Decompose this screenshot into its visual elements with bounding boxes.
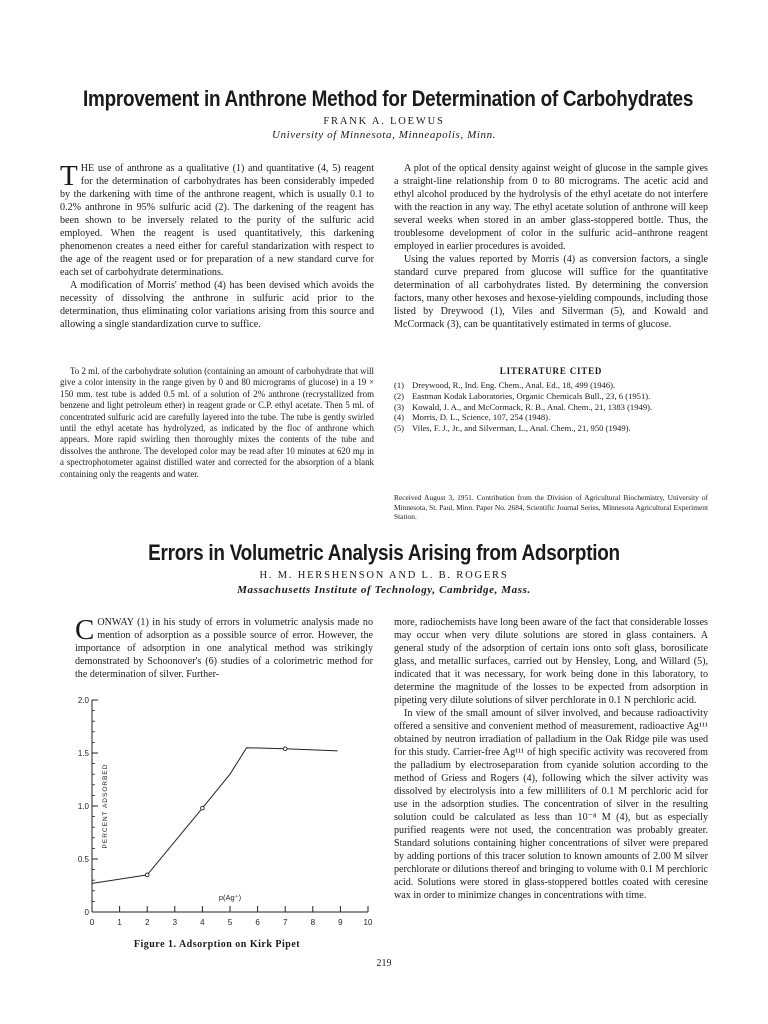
data-point-marker (201, 806, 205, 810)
y-tick-label: 0 (84, 908, 89, 917)
article1-title: Improvement in Anthrone Method for Determination of Carbohydrates (83, 86, 694, 111)
reference-text: Eastman Kodak Laboratories, Organic Chemicals Bull., 23, 6 (1951). (412, 390, 651, 401)
article1-paragraph-2: A modification of Morris' method (4) has been devised which avoids the necessity of dissolving the anthrone in sulfuric acid prior to the determination, thus eliminating color variations arising from this source and allowing a single standardization curve to suffice. (60, 280, 374, 330)
x-tick-label: 6 (255, 918, 260, 927)
x-axis-label: p(Ag⁺) (218, 893, 242, 902)
adsorption-chart (62, 688, 384, 940)
data-point-marker (145, 873, 149, 877)
y-tick-label: 1.0 (77, 802, 89, 811)
article1-affiliation: University of Minnesota, Minneapolis, Minn. (271, 129, 497, 141)
y-tick-label: 0.5 (77, 855, 89, 864)
y-tick-label: 1.5 (77, 749, 89, 758)
x-tick-label: 0 (89, 918, 95, 927)
literature-cited-heading: LITERATURE CITED (499, 366, 603, 376)
figure-caption: Figure 1. Adsorption on Kirk Pipet (133, 939, 301, 950)
x-tick-label: 7 (282, 918, 288, 927)
article2-intro (75, 616, 373, 681)
reference-item (394, 402, 708, 413)
x-tick-label: 4 (200, 918, 205, 927)
received-note: Received August 3, 1951. Contribution from the Division of Agricultural Biochemistry, University of Minnesota, St. Paul, Minn. Paper No. 2684, Scientific Journal Series, Minnesota Agricultural Experiment Station. (394, 493, 708, 522)
y-axis-label: PERCENT ADSORBED (102, 763, 109, 849)
article1-paragraph-1: HE use of anthrone as a qualitative (1) and quantitative (4, 5) reagent for the determination of carbohydrates has been considerably impeded by the darkening with time of the anthrone reagent, which is usually 0.1 to 0.2% anthrone in 95% sulfuric acid (2). The darkening of the reagent has been shown to be inversely related to the purity of the sulfuric acid employed. When the reagent is used quantitatively, this darkening phenomenon creates a need either for careful standarization with respect to the age of the reagent used or for preparation of a new standard curve for each set of carbohydrate determinations. (60, 163, 374, 278)
reference-number: (2) (394, 390, 405, 401)
x-tick-label: 5 (227, 918, 233, 927)
series-line (92, 748, 338, 884)
reference-text: Dreywood, R., Ind. Eng. Chem., Anal. Ed., 18, 499 (1946). (412, 380, 616, 390)
x-tick-label: 1 (117, 918, 122, 927)
reference-item (394, 423, 708, 434)
x-tick-label: 2 (144, 918, 150, 927)
article1-col1-intro (60, 162, 374, 331)
y-tick-label: 2.0 (77, 696, 89, 705)
reference-text: Kowald, J. A., and McCormack, R. B., Anal. Chem., 21, 1383 (1949). (412, 401, 653, 412)
reference-list (394, 380, 708, 434)
article2-affiliation: Massachusetts Institute of Technology, Cambridge, Mass. (237, 584, 531, 596)
reference-number: (3) (394, 401, 405, 412)
article1-col2 (394, 162, 708, 331)
article2-paragraph-1: more, radiochemists have long been aware of the fact that considerable losses may occur when very dilute solutions are stored in glass containers. A general study of the adsorption of certain ions onto soft glass, borosilicate glass, and metallic surfaces, carried out by Hensley, Long, and Willard (5), indicated that it was necessary, for work being done in this laboratory, to determine the magnitude of the losses to be expected from adsorption in pipeting very dilute solutions of silver perchlorate in 0.1 N perchloric acid. (394, 617, 708, 706)
reference-number: (4) (394, 412, 405, 423)
reference-number: (1) (394, 380, 405, 390)
reference-item (394, 391, 708, 402)
reference-text: Morris, D. L., Science, 107, 254 (1948). (412, 412, 551, 423)
reference-item (394, 412, 708, 423)
article1-procedure (60, 366, 374, 480)
reference-text: Viles, F. J., Jr., and Silverman, L., Anal. Chem., 21, 950 (1949). (412, 423, 631, 434)
reference-item (394, 380, 708, 391)
article2-title: Errors in Volumetric Analysis Arising from Adsorption (148, 540, 620, 565)
article2-authors: H. M. HERSHENSON AND L. B. ROGERS (259, 570, 509, 581)
x-tick-label: 3 (172, 918, 178, 927)
article1-author: FRANK A. LOEWUS (323, 116, 445, 127)
article2-paragraph-2: In view of the small amount of silver involved, and because radioactivity offered a sensitive and convenient method of measurement, radioactive Ag¹¹¹ obtained by neutron irradiation of palladium in the Oak Ridge pile was used for this study. Carrier-free Ag¹¹¹ of high specific activity was recovered from the palladium by electroseparation from cyanide solution according to the method of Griess and Rogers (4), following which the silver activity was dissolved by electrolysis into a few milliliters of 0.1 M perchloric acid for use in the adsorption studies. The concentration of silver in the resulting solution could be calculated as less than 10⁻⁸ M (4), but as especially purified reagents were not used, the concentration was probably greater. Standard solutions containing higher concentrations of silver were prepared by adding portions of this tracer solution to known amounts of 2.00 M silver perchlorate or dilutions thereof and bringing to volume with 0.1 M perchloric acid. Solutions were stored in glass-stoppered bottles coated with ceresine wax in order to minimize changes in concentrations with time. (394, 708, 708, 901)
dropcap-t: T (60, 160, 78, 192)
article2-col2 (394, 616, 708, 902)
x-tick-label: 9 (338, 918, 343, 927)
article1-paragraph-3: A plot of the optical density against weight of glucose in the sample gives a straight-line relationship from 0 to 80 micrograms. The acetic acid and ethyl alcohol produced by the hydrolysis of the ethyl acetate do not interfere with the reaction in any way. The ethyl acetate solution of anthrone will keep several weeks when stored in an amber glass-stoppered bottle. Thus, the troublesome development of color in the sulfuric acid–anthrone reagent employed in earlier procedures is avoided. (394, 163, 708, 252)
chart-plot-area (78, 696, 373, 927)
reference-number: (5) (394, 423, 405, 434)
x-tick-label: 10 (363, 918, 373, 927)
data-point-marker (283, 747, 287, 751)
article2-intro-text: ONWAY (1) in his study of errors in volumetric analysis made no mention of adsorption as a possible source of error. However, the importance of adsorption in one analytical method was strikingly demonstrated by Schoonover's (6) studies of a colorimetric method for the determination of silver. Further- (75, 617, 373, 680)
dropcap-c: C (75, 614, 95, 646)
x-tick-label: 8 (310, 918, 316, 927)
article1-paragraph-4: Using the values reported by Morris (4) as conversion factors, a single standard curve prepared from glucose will suffice for the quantitative determination of all carbohydrates listed. By determining the conversion factors, many other hexoses and hexose-yielding compounds, including those listed by Dreywood (1), Viles and Silverman (5), and Kowald and McCormack (3), can be quantitatively estimated in terms of glucose. (394, 254, 708, 330)
page-number: 219 (376, 958, 392, 969)
article1-procedure-text: To 2 ml. of the carbohydrate solution (containing an amount of carbohydrate that will give a color intensity in the range given by 0 and 80 micrograms of glucose) in a 19 × 150 mm. test tube is added 0.5 ml. of a solution of 2% anthrone (recrystallized from benzene and light petroleum ether) in reagent grade or C.P. ethyl acetate. Then 5 ml. of concentrated sulfuric acid are carefully layered into the tube. The tube is gently swirled until the ethyl acetate has hydrolyzed, as indicated by the floc of anthrone which appears. More rapid swirling then thoroughly mixes the contents of the tube and dissolves the anthrone. The developed color may be read after 10 minutes at 620 mμ in a spectrophotometer against distilled water and corrected for the absorption of a blank containing only the reagents and water. (60, 366, 374, 479)
